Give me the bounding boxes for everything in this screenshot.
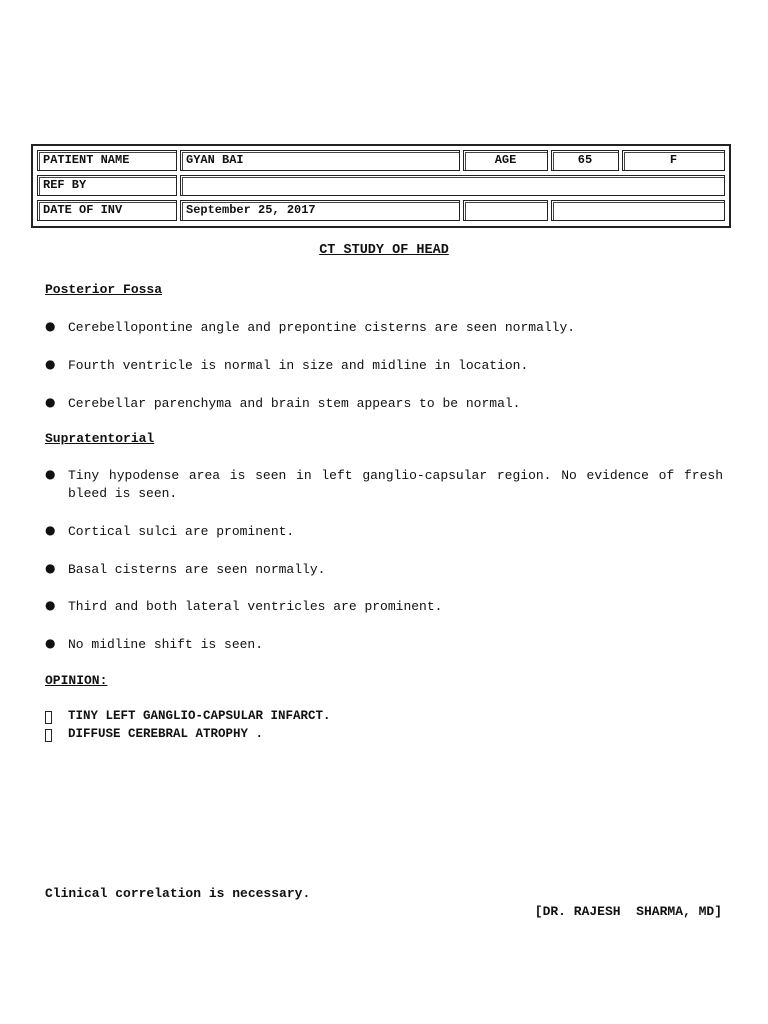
clinical-note: Clinical correlation is necessary. xyxy=(45,886,311,901)
date-label: DATE OF INV xyxy=(37,200,177,221)
opinion-text: TINY LEFT GANGLIO-CAPSULAR INFARCT. xyxy=(68,709,331,723)
bullet-icon: ● xyxy=(45,598,56,612)
report-title: CT STUDY OF HEAD xyxy=(319,243,449,258)
box-bullet-icon xyxy=(45,729,52,742)
empty-cell xyxy=(551,200,725,221)
list-item xyxy=(45,467,723,503)
finding-text: Cortical sulci are prominent. xyxy=(68,524,295,539)
bullet-icon: ● xyxy=(45,523,56,537)
ref-by-label: REF BY xyxy=(37,175,177,196)
section-heading-posterior-fossa: Posterior Fossa xyxy=(45,282,163,297)
list-item xyxy=(45,598,723,616)
section-heading-supratentorial: Supratentorial xyxy=(45,431,155,446)
opinion-item xyxy=(45,709,331,723)
patient-info-table xyxy=(31,144,731,228)
age-label: AGE xyxy=(463,150,548,171)
empty-cell xyxy=(463,200,548,221)
bullet-icon: ● xyxy=(45,357,56,371)
patient-name-label: PATIENT NAME xyxy=(37,150,177,171)
box-bullet-icon xyxy=(45,711,52,724)
date-value: September 25, 2017 xyxy=(180,200,460,221)
ref-by-value xyxy=(180,175,725,196)
list-item xyxy=(45,357,723,375)
patient-name-value: GYAN BAI xyxy=(180,150,460,171)
age-value: 65 xyxy=(551,150,619,171)
bullet-icon: ● xyxy=(45,561,56,575)
sex-value: F xyxy=(622,150,725,171)
bullet-icon: ● xyxy=(45,467,56,481)
list-item xyxy=(45,561,723,579)
list-item xyxy=(45,319,723,337)
signature: [DR. RAJESH SHARMA, MD] xyxy=(534,904,722,919)
finding-text: Cerebellar parenchyma and brain stem appears to be normal. xyxy=(68,396,521,411)
bullet-icon: ● xyxy=(45,395,56,409)
finding-text: Fourth ventricle is normal in size and midline in location. xyxy=(68,358,529,373)
finding-text: No midline shift is seen. xyxy=(68,637,264,652)
list-item xyxy=(45,636,723,654)
finding-text: Cerebellopontine angle and prepontine cisterns are seen normally. xyxy=(68,320,576,335)
list-item xyxy=(45,395,723,413)
finding-text: Basal cisterns are seen normally. xyxy=(68,562,326,577)
bullet-icon: ● xyxy=(45,636,56,650)
list-item xyxy=(45,523,723,541)
section-heading-opinion: OPINION: xyxy=(45,673,108,688)
finding-text: Third and both lateral ventricles are prominent. xyxy=(68,599,443,614)
bullet-icon: ● xyxy=(45,319,56,333)
opinion-item xyxy=(45,727,263,741)
finding-text: Tiny hypodense area is seen in left ganglio-capsular region. No evidence of fresh bleed is seen. xyxy=(68,468,723,501)
opinion-text: DIFFUSE CEREBRAL ATROPHY . xyxy=(68,727,264,741)
